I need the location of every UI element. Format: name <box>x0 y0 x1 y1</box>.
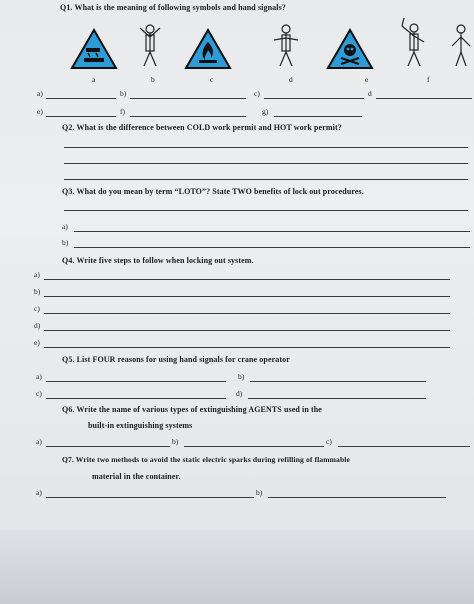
q1-answer-d-label: d <box>368 89 372 98</box>
q7-title-line2: material in the container. <box>92 472 181 481</box>
symbol-label-b: b <box>151 75 155 84</box>
q5-item-b-line[interactable] <box>250 381 426 382</box>
q1-title: Q1. What is the meaning of following symbols and hand signals? <box>60 3 286 12</box>
q2-answer-line-3[interactable] <box>64 179 468 180</box>
q5-item-c-label: c) <box>36 389 42 398</box>
q6-item-a-line[interactable] <box>46 446 170 447</box>
q3-item-b-line[interactable] <box>74 247 470 248</box>
q1-answer-f-line[interactable] <box>130 116 246 117</box>
symbol-label-e: e <box>365 75 369 84</box>
symbol-label-c: c <box>210 75 214 84</box>
q4-item-b-line[interactable] <box>44 296 450 297</box>
q1-answer-e-line[interactable] <box>46 116 116 117</box>
q4-item-b-label: b) <box>34 287 41 296</box>
q3-item-a-label: a) <box>62 222 68 231</box>
q1-answer-g-label: g) <box>262 107 269 116</box>
q6-item-a-label: a) <box>36 437 42 446</box>
q5-item-b-label: b) <box>238 372 245 381</box>
flammable-hazard-icon <box>184 28 232 70</box>
q1-answer-d-line[interactable] <box>376 98 472 99</box>
hand-signal-figure-icon-3 <box>396 14 432 70</box>
q4-item-e-line[interactable] <box>44 347 450 348</box>
symbol-label-a: a <box>92 75 96 84</box>
q3-item-a-line[interactable] <box>74 231 470 232</box>
hand-signal-figure-icon-4 <box>448 20 474 70</box>
q4-item-a-line[interactable] <box>44 279 450 280</box>
hand-signal-figure-icon-2 <box>268 20 304 70</box>
q4-item-c-label: c) <box>34 304 40 313</box>
q2-answer-line-1[interactable] <box>64 147 468 148</box>
q5-item-c-line[interactable] <box>46 398 226 399</box>
toxic-hazard-icon <box>326 28 374 70</box>
q6-title-line1: Q6. Write the name of various types of extinguishing AGENTS used in the <box>62 405 322 414</box>
q7-title-line1: Q7. Write two methods to avoid the static electric sparks during refilling of flammable <box>62 455 350 464</box>
q4-item-c-line[interactable] <box>44 313 450 314</box>
q6-item-b-label: b) <box>172 437 179 446</box>
q3-item-b-label: b) <box>62 238 69 247</box>
q1-answer-e-label: e) <box>37 107 43 116</box>
q5-item-d-label: d) <box>236 389 243 398</box>
page-bottom-margin <box>0 530 474 604</box>
q4-item-d-line[interactable] <box>44 330 450 331</box>
q6-item-b-line[interactable] <box>184 446 324 447</box>
q7-item-b-line[interactable] <box>268 497 446 498</box>
q4-item-d-label: d) <box>34 321 41 330</box>
q1-answer-g-line[interactable] <box>274 116 362 117</box>
q1-answer-b-label: b) <box>120 89 127 98</box>
q6-item-c-label: c) <box>326 437 332 446</box>
q1-answer-c-line[interactable] <box>264 98 364 99</box>
q4-item-a-label: a) <box>34 270 40 279</box>
symbol-label-d: d <box>289 75 293 84</box>
q4-title: Q4. Write five steps to follow when locking out system. <box>62 256 254 265</box>
q5-title: Q5. List FOUR reasons for using hand signals for crane operator <box>62 355 290 364</box>
q4-item-e-label: e) <box>34 338 40 347</box>
hand-signal-figure-icon <box>132 20 168 70</box>
q1-answer-c-label: c) <box>254 89 260 98</box>
symbol-label-f: f <box>427 75 430 84</box>
q3-answer-line[interactable] <box>64 210 468 211</box>
q2-title: Q2. What is the difference between COLD work permit and HOT work permit? <box>62 123 342 132</box>
q7-item-a-line[interactable] <box>46 497 254 498</box>
q6-item-c-line[interactable] <box>338 446 470 447</box>
q1-answer-b-line[interactable] <box>130 98 246 99</box>
q6-title-line2: built-in extinguishing systems <box>88 421 193 430</box>
q5-item-a-line[interactable] <box>46 381 226 382</box>
q2-answer-line-2[interactable] <box>64 163 468 164</box>
q1-answer-a-label: a) <box>37 89 43 98</box>
q7-item-a-label: a) <box>36 488 42 497</box>
q1-answer-a-line[interactable] <box>46 98 116 99</box>
corrosive-hazard-icon <box>70 28 118 70</box>
q7-item-b-label: b) <box>256 488 263 497</box>
q5-item-d-line[interactable] <box>248 398 426 399</box>
q1-answer-f-label: f) <box>120 107 125 116</box>
q5-item-a-label: a) <box>36 372 42 381</box>
q3-title: Q3. What do you mean by term “LOTO”? State TWO benefits of lock out procedures. <box>62 187 364 196</box>
